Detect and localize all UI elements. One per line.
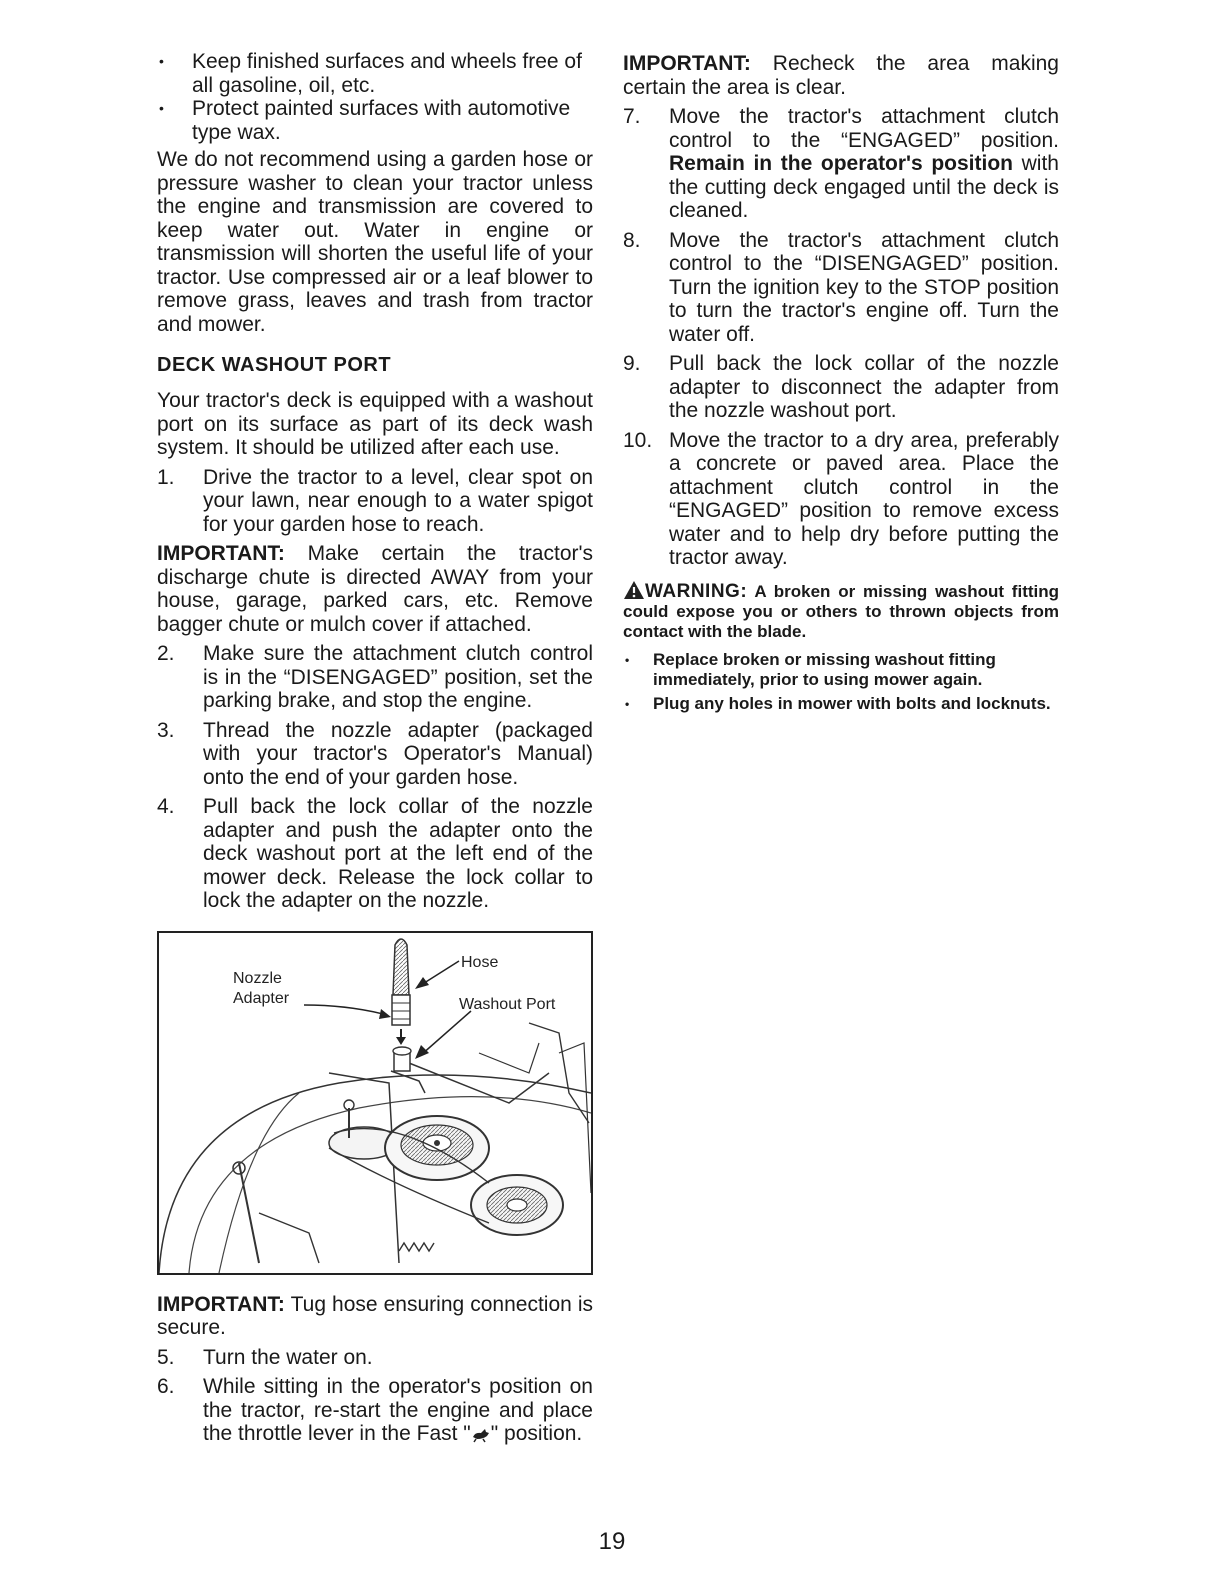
figure-label-nozzle: Nozzle	[233, 969, 282, 987]
step-text-end: " position.	[490, 1422, 583, 1445]
important-text: Tug hose ensuring connection is secure.	[157, 1292, 593, 1339]
step-number: 6.	[157, 1375, 175, 1398]
rabbit-fast-icon	[471, 1425, 491, 1443]
mower-deck-illustration	[159, 933, 591, 1273]
step-text: Move the tractor's attachment clutch control to the “ENGAGED” position.	[669, 105, 1059, 152]
step-number: 8.	[623, 228, 641, 252]
step-text: Thread the nozzle adapter (packaged with your tractor's Operator's Manual) onto the end of your garden hose.	[203, 718, 593, 789]
step-number: 5.	[157, 1345, 175, 1369]
step-text: Drive the tractor to a level, clear spot on your lawn, near enough to a water spigot for your garden hose to reach.	[203, 465, 593, 536]
steps-list-2	[157, 642, 593, 913]
step-emphasis: Remain in the operator's position	[669, 152, 1013, 175]
left-column	[157, 50, 593, 1446]
step-text: Move the tractor to a dry area, preferably a concrete or paved area. Place the attachment clutch control in the “ENGAGED” position to remove excess water and to help dry before putting the tractor away.	[669, 428, 1059, 569]
list-item	[623, 105, 1059, 223]
steps-list-4	[623, 105, 1059, 570]
step-number: 9.	[623, 352, 641, 375]
important-text: Recheck the area making certain the area is clear.	[623, 52, 1059, 99]
warning-triangle-icon	[623, 580, 645, 600]
steps-list-1	[157, 466, 593, 537]
deck-intro-paragraph: Your tractor's deck is equipped with a washout port on its surface as part of its deck wash system. It should be utilized after each use.	[157, 389, 593, 459]
list-item: • Protect painted surfaces with automotive type wax.	[157, 97, 593, 144]
list-item	[157, 466, 593, 537]
important-label: IMPORTANT:	[623, 52, 751, 75]
list-item	[157, 795, 593, 913]
warning-title: WARNING:	[645, 580, 748, 602]
steps-list-3	[157, 1346, 593, 1446]
important-note	[157, 1293, 593, 1340]
washout-port-figure	[157, 931, 593, 1275]
important-text: Make certain the tractor's discharge chute is directed AWAY from your house, garage, parked cars, etc. Remove bagger chute or mulch cover if attached.	[157, 542, 593, 636]
page-number: 19	[598, 1528, 626, 1555]
important-label: IMPORTANT:	[157, 542, 285, 565]
step-text: Move the tractor's attachment clutch control to the “DISENGAGED” position. Turn the ignition key to the STOP position to turn the tractor's engine off. Turn the water off.	[669, 228, 1059, 346]
figure-label-adapter: Adapter	[233, 989, 290, 1007]
step-text: While sitting in the operator's position on the tractor, re-start the engine and place the throttle lever in the Fast "	[203, 1375, 593, 1445]
step-number: 3.	[157, 718, 175, 742]
warning-bullets	[623, 650, 1059, 714]
right-column	[623, 50, 1059, 714]
list-item: • Keep finished surfaces and wheels free of all gasoline, oil, etc.	[157, 50, 593, 97]
important-label: IMPORTANT:	[157, 1292, 285, 1316]
care-bullets	[157, 50, 593, 144]
step-text: Make sure the attachment clutch control is in the “DISENGAGED” position, set the parking brake, and stop the engine.	[203, 642, 593, 712]
list-item	[623, 352, 1059, 423]
list-item: • Replace broken or missing washout fitting immediately, prior to using mower again.	[623, 650, 1059, 690]
important-note	[623, 52, 1059, 99]
list-item	[157, 642, 593, 713]
step-text: Turn the water on.	[203, 1345, 373, 1369]
figure-label-washout-port: Washout Port	[459, 995, 556, 1013]
list-item	[157, 1346, 593, 1370]
important-note	[157, 542, 593, 636]
warning-block	[623, 580, 1059, 642]
step-number: 1.	[157, 465, 175, 489]
step-text: Pull back the lock collar of the nozzle adapter to disconnect the adapter from the nozzle washout port.	[669, 352, 1059, 422]
section-heading: DECK WASHOUT PORT	[157, 354, 392, 376]
list-item: • Plug any holes in mower with bolts and locknuts.	[623, 694, 1059, 714]
list-item	[623, 229, 1059, 347]
step-number: 4.	[157, 795, 175, 818]
step-text: with the cutting deck engaged until the deck is cleaned.	[669, 152, 1059, 222]
step-number: 7.	[623, 105, 641, 128]
figure-label-hose: Hose	[461, 953, 499, 971]
warning-text: A broken or missing washout fitting could expose you or others to thrown objects from contact with the blade.	[623, 581, 1060, 641]
list-item	[157, 1375, 593, 1446]
cleaning-paragraph: We do not recommend using a garden hose or pressure washer to clean your tractor unless the engine and transmission are covered to keep water out. Water in engine or transmission will shorten the useful life of your tractor. Use compressed air or a leaf blower to remove grass, leaves and trash from tractor and mower.	[157, 148, 593, 336]
step-number: 10.	[623, 428, 653, 452]
list-item	[623, 429, 1059, 570]
step-number: 2.	[157, 642, 175, 665]
step-text: Pull back the lock collar of the nozzle adapter and push the adapter onto the deck washout port at the left end of the mower deck. Release the lock collar to lock the adapter on the nozzle.	[203, 795, 593, 912]
list-item	[157, 719, 593, 790]
